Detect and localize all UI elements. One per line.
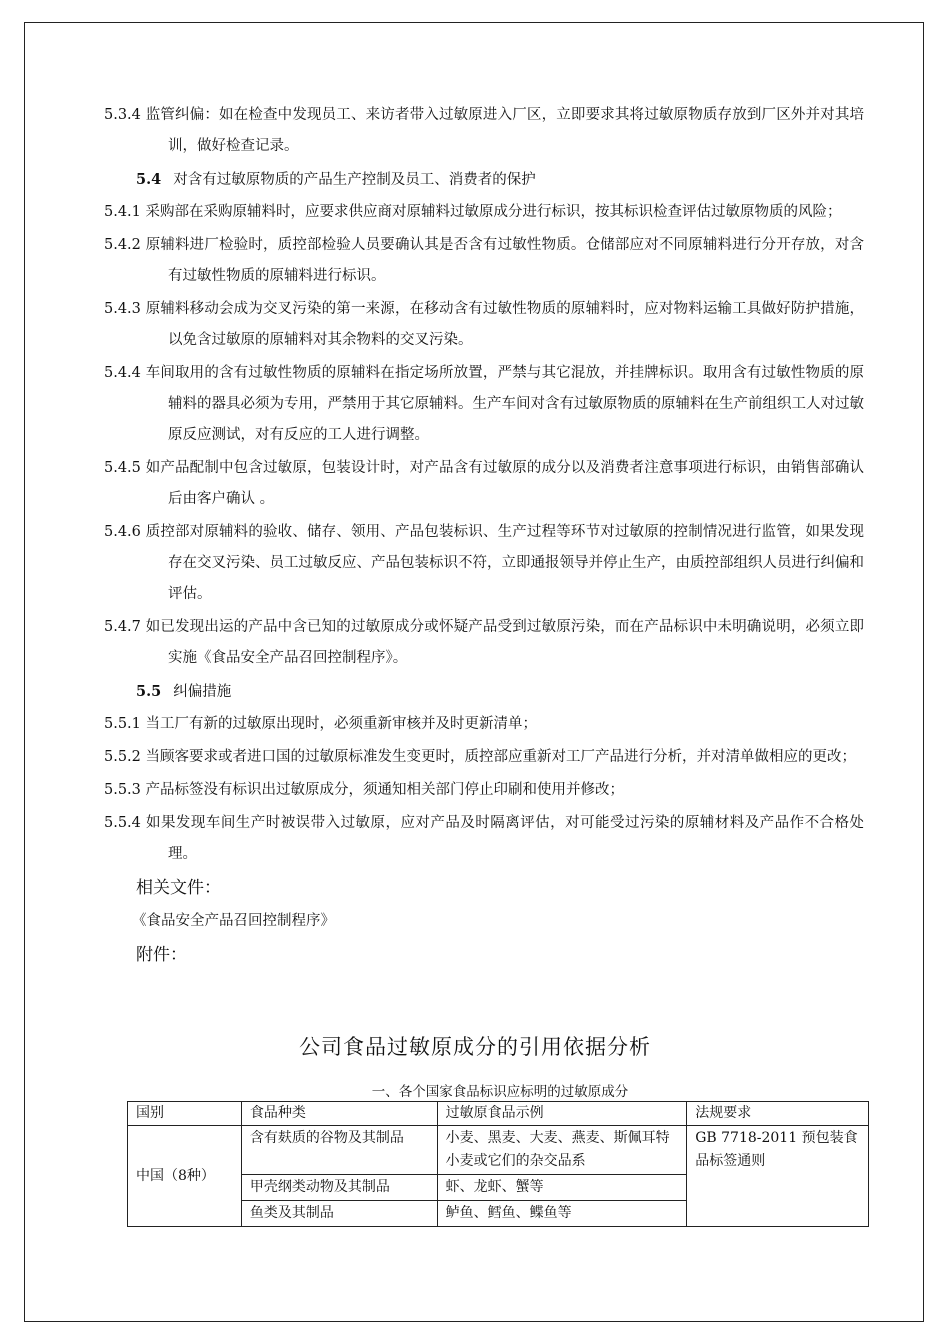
clause-text: 原辅料移动会成为交叉污染的第一来源，在移动含有过敏性物质的原辅料时，应对物料运输工具做好防护措施，以免含过敏原的原辅料对其余物料的交叉污染。: [145, 301, 865, 348]
attachment-title: 公司食品过敏原成分的引用依据分析: [299, 1035, 651, 1059]
header-regulation: 法规要求: [687, 1102, 869, 1126]
clause-text: 采购部在采购原辅料时，应要求供应商对原辅料过敏原成分进行标识，按其标识检查评估过敏原物质的风险；: [145, 204, 842, 220]
header-food-category: 食品种类: [241, 1102, 437, 1126]
food-category-cell: 鱼类及其制品: [241, 1201, 437, 1227]
clause-number: 5.3.4: [104, 107, 141, 123]
header-country: 国别: [128, 1102, 242, 1126]
section-number: 5.4: [136, 171, 162, 188]
related-documents-label: 相关文件：: [136, 878, 221, 898]
clause-text: 如果发现车间生产时被误带入过敏原，应对产品及时隔离评估，对可能受过污染的原辅材料及产品作不合格处理。: [145, 815, 864, 862]
clause-number: 5.4.2: [104, 237, 141, 253]
clause-number: 5.4.1: [104, 204, 141, 220]
related-document-link: 《食品安全产品召回控制程序》: [132, 913, 335, 929]
clause-text: 原辅料进厂检验时，质控部检验人员要确认其是否含有过敏性物质。仓储部应对不同原辅料进行分开存放，对含有过敏性物质的原辅料进行标识。: [145, 237, 865, 284]
section-number: 5.5: [136, 683, 162, 700]
clause-number: 5.5.2: [104, 749, 141, 765]
clause-5-4-5: [104, 453, 865, 515]
clause-5-3-4: [104, 100, 865, 162]
food-category-cell: 甲壳纲类动物及其制品: [241, 1175, 437, 1201]
clause-5-4-7: [104, 612, 865, 674]
clause-text: 当工厂有新的过敏原出现时，必须重新审核并及时更新清单；: [145, 716, 538, 732]
allergen-examples-cell: 小麦、黑麦、大麦、燕麦、斯佩耳特小麦或它们的杂交品系: [437, 1126, 687, 1175]
allergen-table: [127, 1101, 869, 1227]
clause-number: 5.4.3: [104, 301, 141, 317]
table-header-row: [128, 1102, 869, 1126]
section-5-5-heading: [136, 676, 864, 708]
clause-number: 5.4.4: [104, 365, 141, 381]
clause-number: 5.5.4: [104, 815, 141, 831]
clause-text: 如产品配制中包含过敏原，包装设计时，对产品含有过敏原的成分以及消费者注意事项进行标识，由销售部确认后由客户确认 。: [145, 460, 865, 507]
clause-5-5-3: [104, 775, 864, 806]
attachment-label: 附件：: [136, 945, 187, 965]
clause-text: 质控部对原辅料的验收、储存、领用、产品包装标识、生产过程等环节对过敏原的控制情况进行监管，如果发现存在交叉污染、员工过敏反应、产品包装标识不符，立即通报领导并停止生产，由质控部组织人员进行纠偏和评估。: [145, 524, 865, 602]
clause-5-4-4: [104, 358, 865, 451]
clause-5-4-1: [104, 197, 864, 228]
clause-5-4-2: [104, 230, 865, 292]
section-5-4-heading: [136, 164, 864, 196]
section-title: 对含有过敏原物质的产品生产控制及员工、消费者的保护: [173, 172, 536, 188]
allergen-examples-cell: 虾、龙虾、蟹等: [437, 1175, 687, 1201]
clause-number: 5.4.5: [104, 460, 141, 476]
clause-number: 5.4.7: [104, 619, 141, 635]
clause-5-4-6: [104, 517, 865, 610]
clause-text: 产品标签没有标识出过敏原成分，须通知相关部门停止印刷和使用并修改；: [145, 782, 625, 798]
clause-text: 当顾客要求或者进口国的过敏原标准发生变更时，质控部应重新对工厂产品进行分析，并对清单做相应的更改；: [145, 749, 857, 765]
header-allergen-examples: 过敏原食品示例: [437, 1102, 687, 1126]
clause-number: 5.5.3: [104, 782, 141, 798]
table-row: [128, 1126, 869, 1175]
regulation-cell: GB 7718-2011 预包装食品标签通则: [687, 1126, 869, 1227]
clause-number: 5.4.6: [104, 524, 141, 540]
allergen-examples-cell: 鲈鱼、鳕鱼、鲽鱼等: [437, 1201, 687, 1227]
clause-text: 如已发现出运的产品中含已知的过敏原成分或怀疑产品受到过敏原污染，而在产品标识中未明确说明，必须立即实施《食品安全产品召回控制程序》。: [145, 619, 865, 666]
clause-5-5-2: [104, 742, 864, 773]
section-title: 纠偏措施: [173, 684, 232, 700]
clause-text: 监管纠偏：如在检查中发现员工、来访者带入过敏原进入厂区，立即要求其将过敏原物质存放到厂区外并对其培训，做好检查记录。: [145, 107, 865, 154]
clause-5-5-4: [104, 808, 864, 870]
document-body: [104, 100, 865, 970]
clause-5-4-3: [104, 294, 865, 356]
clause-text: 车间取用的含有过敏性物质的原辅料在指定场所放置，严禁与其它混放，并挂牌标识。取用含有过敏性物质的原辅料的器具必须为专用，严禁用于其它原辅料。生产车间对含有过敏原物质的原辅料在生产前组织工人对过敏原反应测试，对有反应的工人进行调整。: [145, 365, 865, 443]
food-category-cell: 含有麸质的谷物及其制品: [241, 1126, 437, 1175]
table-subtitle: 一、各个国家食品标识应标明的过敏原成分: [371, 1084, 629, 1100]
country-cell: 中国（8种）: [128, 1126, 242, 1227]
clause-number: 5.5.1: [104, 716, 141, 732]
clause-5-5-1: [104, 709, 864, 740]
